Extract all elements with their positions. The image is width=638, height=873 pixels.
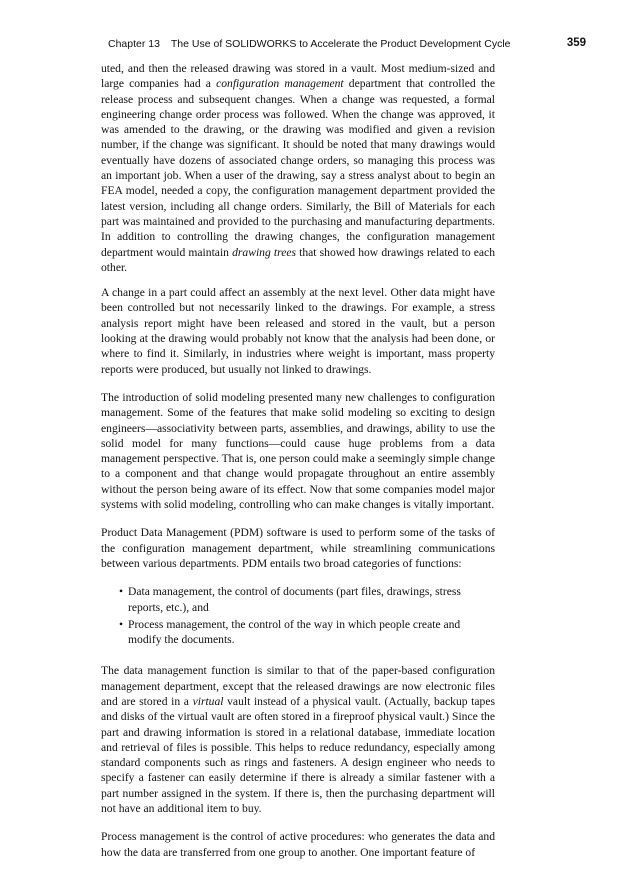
emphasis-term: configuration management [216,77,344,91]
paragraph: The introduction of solid modeling presented many new challenges to configuration management. Some of the features that make solid modeling so exciting to design engineers—associativity between parts, assemblies, and drawings, ability to use the solid model for many functions—could cause huge problems from a data management perspective. That is, one person could make a seemingly simple change to a component and that change would propagate throughout an entire assembly without the person being aware of its effect. Now that some companies model major systems with solid modeling, controlling who can make changes is vitally important. [101,390,495,512]
list-item: • Process management, the control of the way in which people create and modify the documents. [119,617,461,647]
emphasis-term: virtual [192,694,224,708]
running-head [108,38,586,50]
paragraph: uted, and then the released drawing was stored in a vault. Most medium-sized and large companies had a configuration management department that controlled the release process and subsequent changes. When a change was requested, a formal engineering change order process was followed. When the change was approved, it was amended to the drawing, or the drawing was modified and given a revision number, if the change was significant. It should be noted that many drawings would eventually have dozens of associated change orders, so managing this process was an important job. When a user of the drawing, say a stress analyst about to begin an FEA model, needed a copy, the configuration management department provided the latest version, including all change orders. Similarly, the Bill of Materials for each part was maintained and provided to the purchasing and manufacturing departments. In addition to controlling the drawing changes, the configuration management department would maintain drawing trees that showed how drawings related to each other. [101,62,496,274]
bullet-icon: • [119,585,124,599]
bullet-list [101,584,479,647]
emphasis-term: drawing trees [232,245,297,259]
paragraph: Product Data Management (PDM) software is used to perform some of the tasks of the configuration management department, while streamlining communications between various departments. PDM entails two broad categories of functions: [101,526,495,570]
paragraph: The data management function is similar to that of the paper-based configuration management department, except that the released drawings are now electronic files and are stored in a virtual vault instead of a physical vault. (Actually, backup tapes and disks of the virtual vault are often stored in a fireproof physical vault.) Since the part and drawing information is stored in a relational database, immediate location and retrieval of files is possible. This helps to reduce redundancy, especially among standard components such as rings and fasteners. A design engineer who needs to specify a fastener can easily determine if there is already a similar fastener with a part number assigned in the system. If there is, then the purchasing department will not have an additional item to buy. [101,664,495,816]
paragraph: A change in a part could affect an assembly at the next level. Other data might have been controlled but not necessarily linked to the drawings. For example, a stress analysis report might have been released and stored in the vault, but a person looking at the drawing would probably not know that the analysis had been done, or where to find it. Similarly, in industries where weight is important, mass property reports were produced, but usually not linked to drawings. [101,286,495,376]
chapter-label: Chapter 13 [108,38,160,50]
list-item: • Data management, the control of documents (part files, drawings, stress reports, etc.), and [119,585,461,614]
chapter-title: The Use of SOLIDWORKS to Accelerate the Product Development Cycle [170,38,511,50]
page-number: 359 [566,37,586,49]
bullet-icon: • [119,617,124,631]
paragraph: Process management is the control of active procedures: who generates the data and how the data are transferred from one group to another. One important feature of [101,830,495,859]
body-text [101,61,495,873]
